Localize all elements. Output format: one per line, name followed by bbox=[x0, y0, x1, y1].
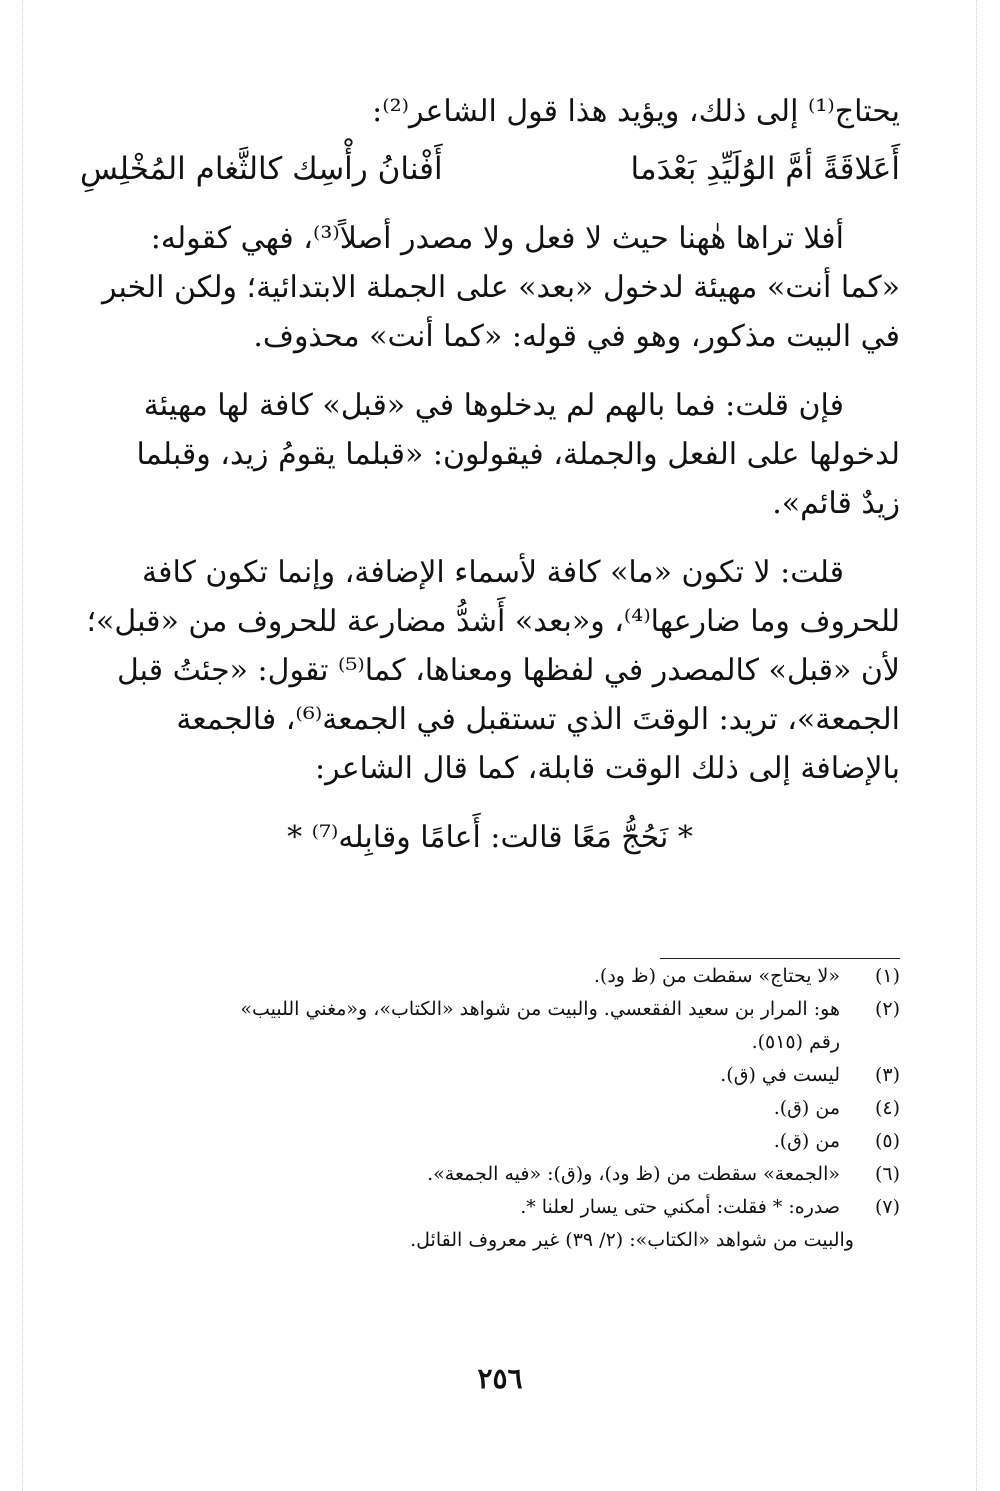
text-line: «كما أنت» مهيئة لدخول «بعد» على الجملة الابتدائية؛ ولكن الخبر bbox=[101, 270, 900, 305]
footnote-text: هو: المرار بن سعيد الفقعسي. والبيت من شواهد «الكتاب»، و«مغني اللبيب» bbox=[240, 998, 840, 1020]
footnote-number: (٦) bbox=[874, 1163, 900, 1185]
footnote-2 bbox=[80, 993, 900, 1026]
text-line: قلت: لا تكون «ما» كافة لأسماء الإضافة، وإنما تكون كافة bbox=[142, 555, 844, 590]
footnote-number: (٤) bbox=[874, 1097, 900, 1119]
footnote-2-continuation: رقم (٥١٥). bbox=[751, 1031, 840, 1053]
footnote-6 bbox=[80, 1158, 900, 1191]
text-line: زيدٌ قائم». bbox=[772, 486, 900, 521]
footnote-number: (٣) bbox=[874, 1064, 900, 1086]
footnote-7-continuation: والبيت من شواهد «الكتاب»: (٢/ ٣٩) غير معروف القائل. bbox=[410, 1229, 854, 1251]
scan-margin-dots-right bbox=[976, 0, 977, 1491]
main-text bbox=[80, 88, 900, 863]
verse-hemistich-right: أَعَلاقَةً أمَّ الوُلَيِّدِ بَعْدَما bbox=[630, 151, 900, 187]
text-line: لأن «قبل» كالمصدر في لفظها ومعناها، كما⁽⁵⁾ تقول: «جئتُ قبل bbox=[116, 653, 900, 688]
footnotes bbox=[80, 960, 900, 1257]
page-number: ٢٥٦ bbox=[477, 1362, 523, 1395]
footnote-text: من (ق). bbox=[773, 1097, 840, 1119]
paragraph-2 bbox=[80, 381, 900, 528]
text-line: للحروف وما ضارعها⁽⁴⁾، و«بعد» أَشدُّ مضارعة للحروف من «قبل»؛ bbox=[86, 604, 900, 639]
footnote-1 bbox=[80, 960, 900, 993]
text-line: فإن قلت: فما بالهم لم يدخلوها في «قبل» كافة لها مهيئة bbox=[143, 388, 844, 423]
text-line: لدخولها على الفعل والجملة، فيقولون: «قبلما يقومُ زيد، وقبلما bbox=[136, 437, 900, 472]
footnote-number: (١) bbox=[874, 965, 900, 987]
footnote-text: من (ق). bbox=[773, 1130, 840, 1152]
footnote-text: «لا يحتاج» سقطت من (ظ ود). bbox=[593, 965, 840, 987]
footnote-separator bbox=[660, 958, 900, 959]
footnote-number: (٥) bbox=[874, 1130, 900, 1152]
paragraph-3 bbox=[80, 548, 900, 793]
footnote-text: ليست في (ق). bbox=[720, 1064, 840, 1086]
paragraph-1 bbox=[80, 214, 900, 361]
footnote-text: صدره: * فقلت: أمكني حتى يسار لعلنا *. bbox=[520, 1196, 840, 1218]
footnote-number: (٢) bbox=[874, 998, 900, 1020]
text-line: بالإضافة إلى ذلك الوقت قابلة، كما قال الشاعر: bbox=[315, 751, 900, 786]
verse-2: * نَحُجُّ مَعًا قالت: أَعامًا وقابِله⁽⁷⁾ * bbox=[287, 820, 693, 855]
text-line: أفلا تراها هٰهنا حيث لا فعل ولا مصدر أصلاً⁽³⁾، فهي كقوله: bbox=[150, 221, 844, 256]
footnote-text: «الجمعة» سقطت من (ظ ود)، و(ق): «فيه الجمعة». bbox=[427, 1163, 840, 1185]
verse-1 bbox=[80, 144, 900, 194]
footnote-7 bbox=[80, 1191, 900, 1224]
footnote-number: (٧) bbox=[874, 1196, 900, 1218]
text-line: الجمعة»، تريد: الوقتَ الذي تستقبل في الجمعة⁽⁶⁾، فالجمعة bbox=[176, 702, 900, 737]
scan-margin-dots-left bbox=[22, 0, 23, 1491]
text-line: في البيت مذكور، وهو في قوله: «كما أنت» محذوف. bbox=[253, 319, 900, 354]
footnote-5 bbox=[80, 1125, 900, 1158]
text-line: يحتاج⁽¹⁾ إلى ذلك، ويؤيد هذا قول الشاعر⁽²⁾: bbox=[372, 94, 900, 129]
footnote-4 bbox=[80, 1092, 900, 1125]
verse-hemistich-left: أَفْنانُ رأْسِك كالثَّغام المُخْلِسِ bbox=[80, 151, 443, 187]
footnote-3 bbox=[80, 1059, 900, 1092]
